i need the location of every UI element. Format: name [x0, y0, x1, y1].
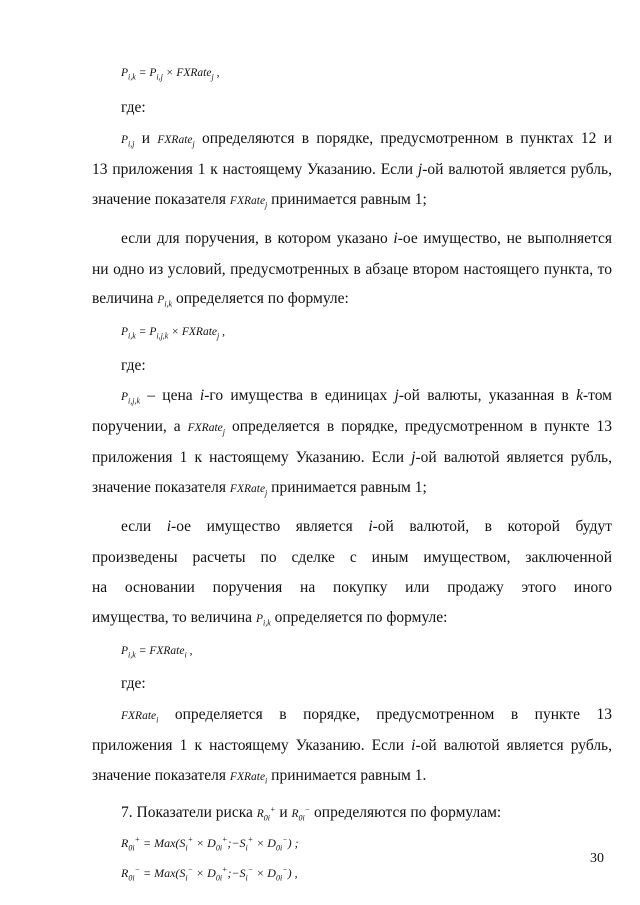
formula-p-ik-2: $P_{i,k} = P_{i,j,k}$ × FXRate$_j$ ,	[121, 326, 225, 341]
paragraph-line: ни одно из условий, предусмотренных в абзаце втором настоящего пункта, то	[92, 261, 612, 278]
paragraph-line: приложения 1 к настоящему Указанию. Если j-ой валютой является рубль,	[92, 449, 612, 466]
paragraph-line: если i-ое имущество является i-ой валютой, в которой будут	[121, 518, 612, 535]
paragraph-line: 13 приложения 1 к настоящему Указанию. Если j-ой валютой является рубль,	[92, 161, 612, 178]
paragraph-line: если для поручения, в котором указано i-ое имущество, не выполняется	[121, 230, 612, 247]
paragraph-line: имущества, то величина $P_{i,k}$ определяется по формуле:	[92, 609, 448, 628]
paragraph-line: значение показателя FXRate$_j$ принимается равным 1;	[92, 191, 427, 210]
paragraph-line: величина $P_{i,k}$ определяется по формуле:	[92, 290, 349, 309]
paragraph-line: произведены расчеты по сделке с иным имуществом, заключенной	[92, 549, 612, 566]
formula-r-minus: $R_{0i}^- = Max(S_i^-$ × $D_{0i}^+;-S_i^- \times D_{0i}^-$) ,	[121, 865, 298, 883]
where-label-1: где:	[121, 99, 146, 116]
formula-p-ik-3: $P_{i,k}$ = FXRate$_i$ ,	[121, 645, 193, 660]
paragraph-line: FXRate$_i$ определяется в порядке, предусмотренном в пункте 13	[121, 706, 612, 725]
page-number: 30	[590, 851, 604, 866]
paragraph-line: значение показателя FXRate$_j$ принимается равным 1;	[92, 479, 427, 498]
paragraph-line: приложения 1 к настоящему Указанию. Если i-ой валютой является рубль,	[92, 737, 612, 754]
formula-r-plus: $R_{0i}^+ = Max(S_i^+$ × $D_{0i}^+;-S_i^+ \times D_{0i}^-$) ;	[121, 835, 299, 853]
paragraph-line: на основании поручения на покупку или продажу этого иного	[92, 579, 612, 596]
paragraph-line: $P_{i,j,k}$ – цена i-го имущества в единицах j-ой валюты, указанная в k-том	[121, 387, 612, 406]
paragraph-line: $P_{i,j}$ и FXRate$_j$ определяются в порядке, предусмотренном в пунктах 12 и	[121, 130, 612, 149]
paragraph-line: значение показателя FXRate$_i$ принимается равным 1.	[92, 767, 427, 786]
section-7-heading: 7. Показатели риска $R_{0i}^+$ и $R_{0i}^-$ определяются по формулам:	[121, 803, 502, 823]
formula-p-ik-1: $P_{i,k} = P_{i,j}$ × FXRate$_j$ ,	[121, 67, 220, 82]
paragraph-line: поручении, а FXRate$_j$ определяется в порядке, предусмотренном в пункте 13	[92, 418, 613, 437]
where-label-3: где:	[121, 675, 146, 692]
where-label-2: где:	[121, 357, 146, 374]
